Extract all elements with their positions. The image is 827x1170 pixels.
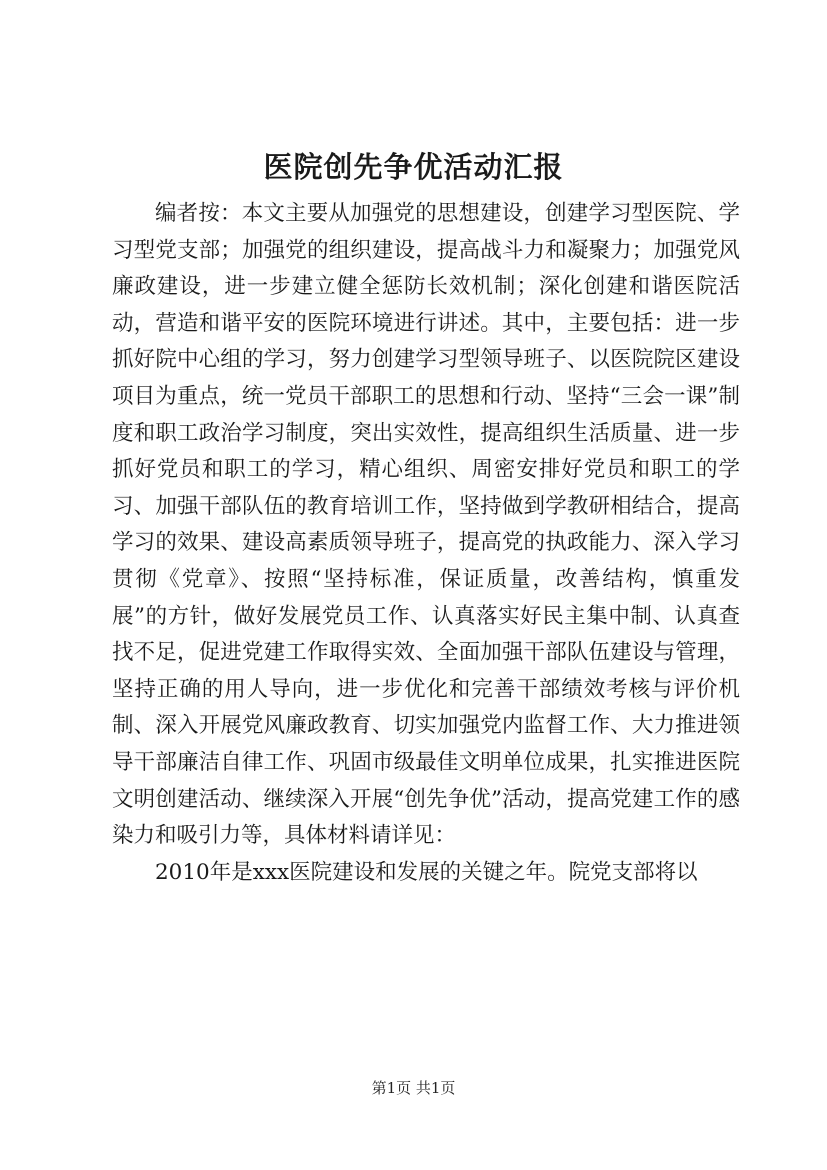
paragraph-intro-2010: 2010年是xxx医院建设和发展的关键之年。院党支部将以 bbox=[155, 859, 698, 885]
document-body bbox=[112, 196, 740, 891]
page-footer: 第1页 共1页 bbox=[371, 1079, 456, 1097]
paragraph-editor-note: 编者按：本文主要从加强党的思想建设，创建学习型医院、学习型党支部；加强党的组织建设，提高战斗力和凝聚力；加强党风廉政建设，进一步建立健全惩防长效机制；深化创建和谐医院活动，营造和谐平安的医院环境进行讲述。其中，主要包括：进一步抓好院中心组的学习，努力创建学习型领导班子、以医院院区建设项目为重点，统一党员干部职工的思想和行动、坚持“三会一课”制度和职工政治学习制度，突出实效性，提高组织生活质量、进一步抓好党员和职工的学习，精心组织、周密安排好党员和职工的学习、加强干部队伍的教育培训工作，坚持做到学教研相结合，提高学习的效果、建设高素质领导班子，提高党的执政能力、深入学习贯彻《党章》、按照“坚持标准，保证质量，改善结构，慎重发展”的方针，做好发展党员工作、认真落实好民主集中制、认真查找不足，促进党建工作取得实效、全面加强干部队伍建设与管理，坚持正确的用人导向，进一步优化和完善干部绩效考核与评价机制、深入开展党风廉政教育、切实加强党内监督工作、大力推进领导干部廉洁自律工作、巩固市级最佳文明单位成果，扎实推进医院文明创建活动、继续深入开展“创先争优”活动，提高党建工作的感染力和吸引力等，具体材料请详见： bbox=[112, 201, 740, 849]
document-title: 医院创先争优活动汇报 bbox=[263, 150, 564, 184]
